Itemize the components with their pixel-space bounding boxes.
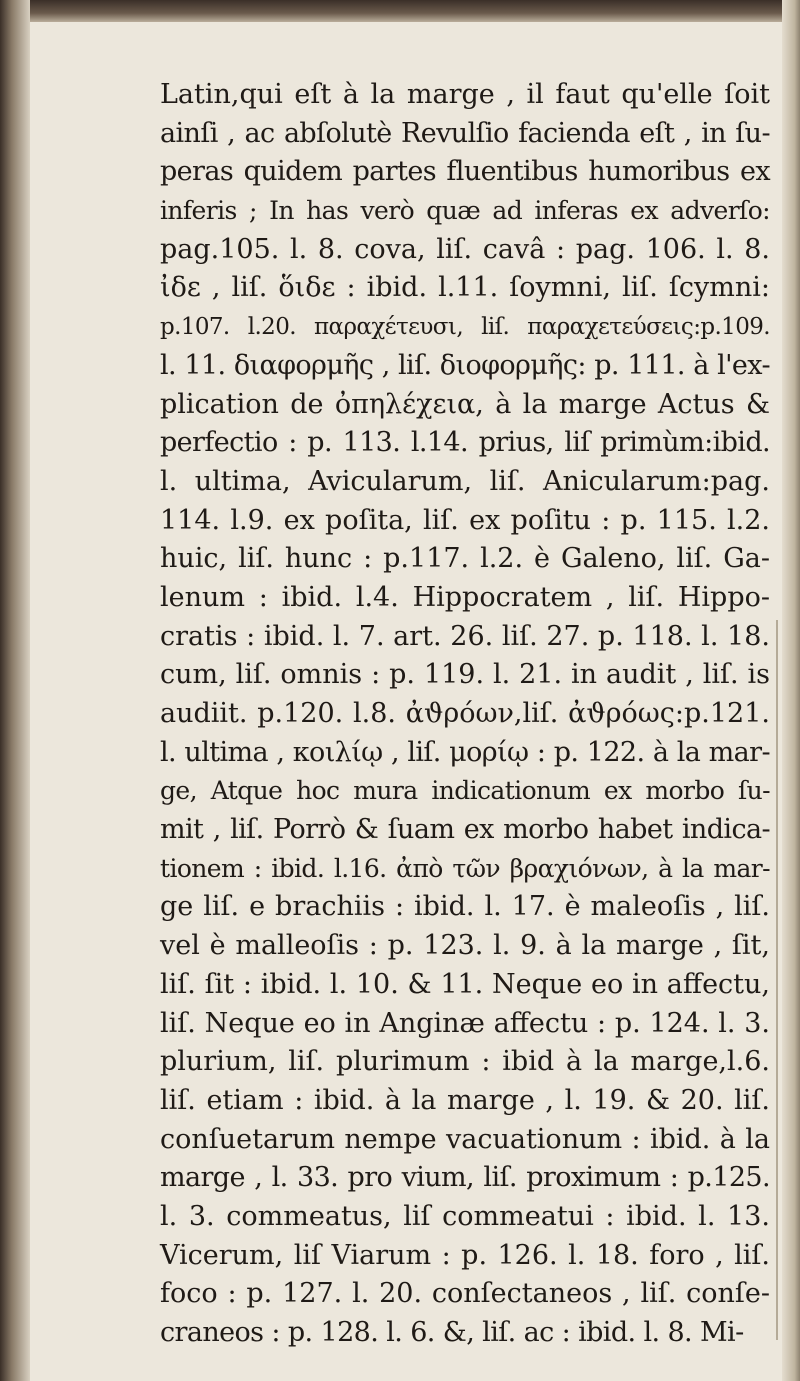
text-line: ἰδε , liſ. ὅιδε : ibid. l.11. ſoymni, liſ. ſcymni:: [160, 272, 770, 304]
text-line: p.107. l.20. παραχέτευσι, liſ. παραχετεύσεις:p.109.: [160, 314, 770, 341]
text-line: pag.105. l. 8. cova, liſ. cavâ : pag. 106. l. 8.: [160, 233, 770, 265]
text-line: craneos : p. 128. l. 6. &, liſ. ac : ibid. l. 8. Mi-: [160, 1317, 744, 1348]
text-line: huic, liſ. hunc : p.117. l.2. è Galeno, liſ. Ga-: [160, 543, 770, 575]
text-line: ge liſ. e brachiis : ibid. l. 17. è maleoſis , liſ.: [160, 891, 770, 923]
text-line: cum, liſ. omnis : p. 119. l. 21. in audit , liſ. is: [160, 659, 770, 691]
text-line: audiit. p.120. l.8. ἀϑρόων,liſ. ἀϑρόως:p.121.: [160, 698, 770, 729]
text-line: plication de ὀπηλέχεια, à la marge Actus &: [160, 388, 770, 420]
text-line: ainſi , ac abſolutè Revulſio facienda eſt , in ſu-: [160, 117, 770, 149]
page-fold-line: [776, 620, 778, 1340]
text-line: liſ. ſit : ibid. l. 10. & 11. Neque eo in affectu,: [160, 968, 770, 1000]
text-line: Latin,qui eſt à la marge , il faut qu'elle ſoit: [160, 79, 770, 110]
text-line: inferis ; In has verò quæ ad inferas ex adverſo:: [160, 196, 770, 226]
text-line: ge, Atque hoc mura indicationum ex morbo ſu-: [160, 776, 770, 806]
page-binding-edge: [0, 0, 30, 1381]
text-line: 114. l.9. ex poſita, liſ. ex poſitu : p. 115. l.2.: [160, 504, 770, 536]
text-line: lenum : ibid. l.4. Hippocratem , liſ. Hippo-: [160, 581, 770, 613]
text-line: foco : p. 127. l. 20. conſectaneos , liſ. conſe-: [160, 1278, 770, 1310]
text-line: liſ. Neque eo in Anginæ affectu : p. 124. l. 3.: [160, 1007, 770, 1039]
text-line: vel è malleoſis : p. 123. l. 9. à la marge , ſit,: [160, 930, 770, 962]
text-line: plurium, liſ. plurimum : ibid à la marge,l.6.: [160, 1046, 770, 1078]
errata-text: [160, 76, 770, 1353]
text-line: mit , liſ. Porrò & ſuam ex morbo habet indica-: [160, 814, 770, 846]
text-line: Vicerum, liſ Viarum : p. 126. l. 18. foro , liſ.: [160, 1239, 770, 1271]
text-line: tionem : ibid. l.16. ἀπὸ τῶν βραχιόνων, à la mar-: [160, 853, 770, 883]
text-line: l. 11. διαφορμῆς , liſ. διοφορμῆς: p. 111. à l'ex-: [160, 349, 770, 381]
text-line: marge , l. 33. pro vium, liſ. proximum : p.125.: [160, 1162, 770, 1194]
page-right-edge: [782, 0, 800, 1381]
text-line: conſuetarum nempe vacuationum : ibid. à la: [160, 1123, 770, 1155]
text-line: l. ultima, Avicularum, liſ. Anicularum:pag.: [160, 465, 770, 497]
text-line: perfectio : p. 113. l.14. prius, liſ primùm:ibid.: [160, 427, 770, 459]
text-line: cratis : ibid. l. 7. art. 26. liſ. 27. p. 118. l. 18.: [160, 620, 770, 652]
text-line: peras quidem partes fluentibus humoribus ex: [160, 156, 770, 188]
text-line: l. 3. commeatus, liſ commeatui : ibid. l. 13.: [160, 1200, 770, 1232]
text-line: liſ. etiam : ibid. à la marge , l. 19. & 20. liſ.: [160, 1084, 770, 1116]
page-top-edge: [0, 0, 800, 22]
text-line: l. ultima , κοιλίῳ , liſ. μορίῳ : p. 122. à la mar-: [160, 736, 770, 768]
